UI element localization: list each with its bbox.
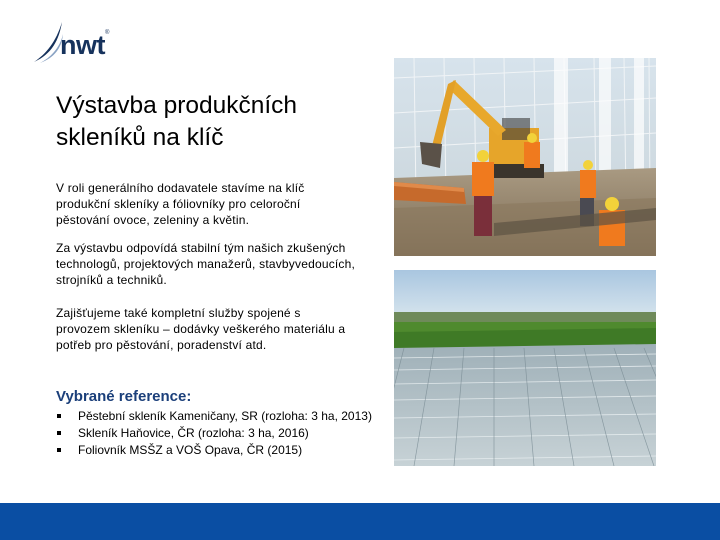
intro-paragraph: V roli generálního dodavatele stavíme na klíč produkční skleníky a fóliovníky pro celoroční pěstování ovoce, zeleniny a květin. (56, 181, 305, 227)
reference-text: Pěstební skleník Kameničany, SR (rozloha: 3 ha, 2013) (78, 409, 372, 423)
bullet-icon (57, 431, 61, 435)
reference-item (56, 409, 376, 424)
services-paragraph: Zajišťujeme také kompletní služby spojené s provozem skleníku – dodávky veškerého materiálu a potřeb pro pěstování, poradenství atd. (56, 306, 346, 352)
team-paragraph: Za výstavbu odpovídá stabilní tým našich zkušených technologů, projektových manažerů, stavbyvedoucích, strojníků a techniků. (56, 241, 356, 287)
brand-logo (60, 30, 109, 61)
registered-mark: ® (105, 30, 109, 36)
reference-text: Skleník Haňovice, ČR (rozloha: 3 ha, 2016) (78, 426, 309, 440)
title-line-1: Výstavba produkčních (56, 92, 298, 119)
greenhouse-aerial-photo (394, 270, 656, 466)
reference-item (56, 426, 376, 441)
footer-bar (0, 503, 720, 540)
bullet-icon (57, 448, 61, 452)
references-heading: Vybrané reference: (56, 388, 192, 405)
construction-site-photo (394, 58, 656, 256)
title-line-2: skleníků na klíč (56, 124, 224, 151)
reference-text: Foliovník MSŠZ a VOŠ Opava, ČR (2015) (78, 443, 303, 457)
references-list (56, 409, 376, 460)
bullet-icon (57, 414, 61, 418)
page-title (56, 90, 376, 154)
reference-item (56, 443, 376, 458)
brand-logo-text: nwt (60, 30, 105, 60)
